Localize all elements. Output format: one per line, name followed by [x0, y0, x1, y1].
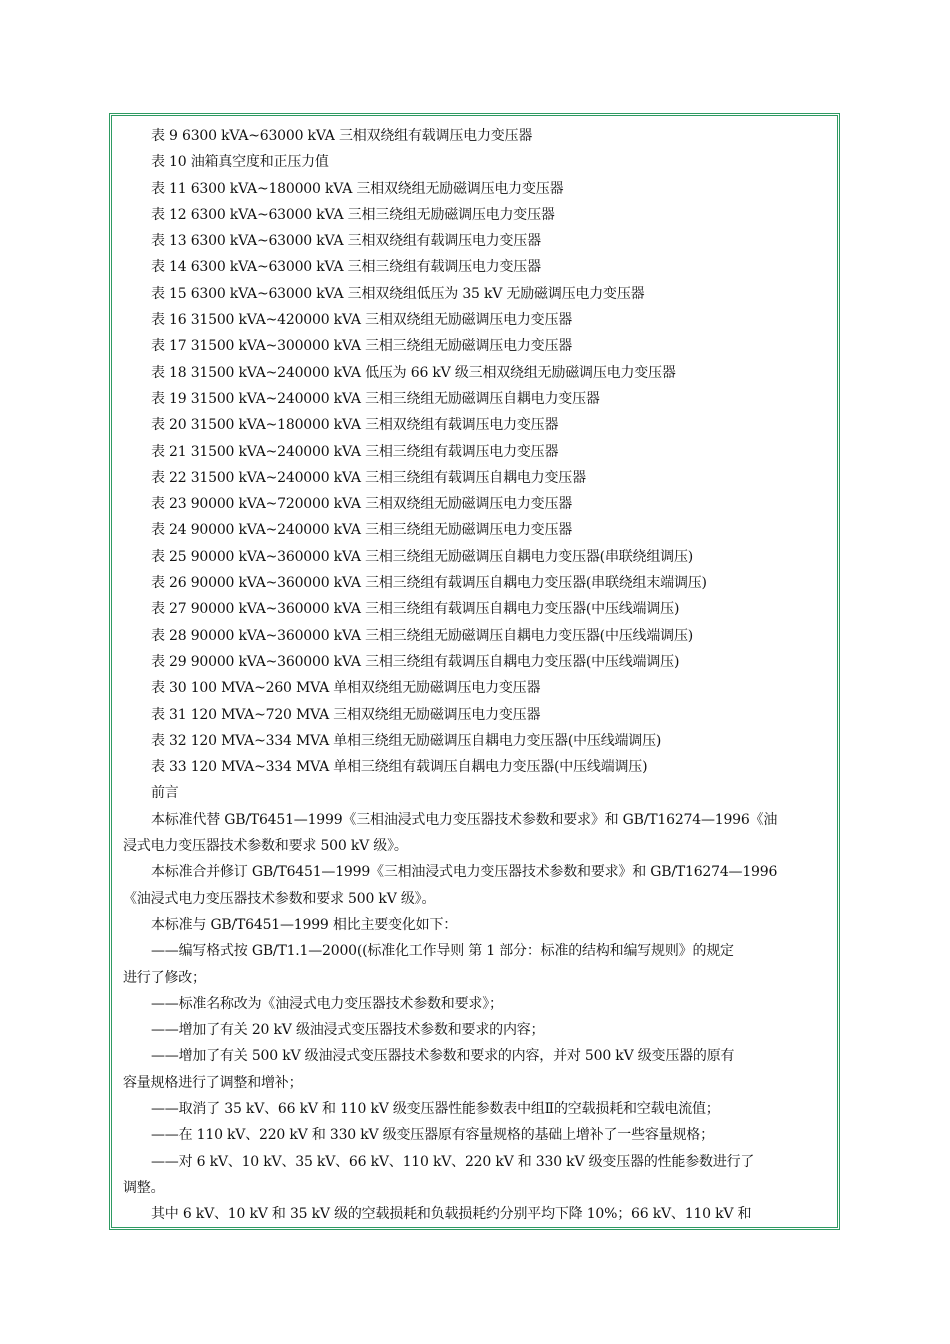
text-line: 表 25 90000 kVA~360000 kVA 三相三绕组无励磁调压自耦电力变压器(串联绕组调压) — [151, 548, 694, 565]
text-line: ——编写格式按 GB/T1.1—2000((标准化工作导则 第 1 部分：标准的结构和编写规则》的规定 — [151, 943, 734, 960]
text-line: 表 24 90000 kVA~240000 kVA 三相三绕组无励磁调压电力变压器 — [151, 522, 573, 539]
text-line: 本标准与 GB/T6451—1999 相比主要变化如下： — [151, 916, 458, 933]
text-line: 表 12 6300 kVA~63000 kVA 三相三绕组无励磁调压电力变压器 — [151, 206, 555, 223]
text-line: 《油浸式电力变压器技术参数和要求 500 kV 级》。 — [123, 890, 436, 907]
text-line: 调整。 — [123, 1179, 165, 1196]
text-line: 表 15 6300 kVA~63000 kVA 三相双绕组低压为 35 kV 无励磁调压电力变压器 — [151, 285, 645, 302]
text-line: 表 27 90000 kVA~360000 kVA 三相三绕组有载调压自耦电力变压器(中压线端调压) — [151, 601, 680, 618]
text-line: 表 11 6300 kVA~180000 kVA 三相双绕组无励磁调压电力变压器 — [151, 180, 564, 197]
document-body — [112, 116, 837, 1227]
text-line: 表 21 31500 kVA~240000 kVA 三相三绕组有载调压电力变压器 — [151, 443, 559, 460]
text-line: 表 10 油箱真空度和正压力值 — [151, 154, 329, 171]
text-line: 表 23 90000 kVA~720000 kVA 三相双绕组无励磁调压电力变压器 — [151, 496, 573, 513]
text-line: ——标准名称改为《油浸式电力变压器技术参数和要求》； — [151, 995, 503, 1012]
document-frame — [109, 113, 840, 1230]
text-line: 表 17 31500 kVA~300000 kVA 三相三绕组无励磁调压电力变压器 — [151, 338, 573, 355]
text-line: 表 16 31500 kVA~420000 kVA 三相双绕组无励磁调压电力变压器 — [151, 312, 573, 329]
text-line: 前言 — [151, 785, 179, 802]
text-line: 表 13 6300 kVA~63000 kVA 三相双绕组有载调压电力变压器 — [151, 233, 541, 250]
text-line: 进行了修改； — [123, 969, 206, 986]
text-line: 表 19 31500 kVA~240000 kVA 三相三绕组无励磁调压自耦电力变压器 — [151, 390, 600, 407]
text-line: 本标准合并修订 GB/T6451—1999《三相油浸式电力变压器技术参数和要求》和 GB/T16274—1996 — [151, 864, 778, 881]
text-line: ——增加了有关 500 kV 级油浸式变压器技术参数和要求的内容，并对 500 kV 级变压器的原有 — [151, 1048, 735, 1065]
text-line: 其中 6 kV、10 kV 和 35 kV 级的空载损耗和负载损耗约分别平均下降 10%；66 kV、110 kV 和 — [151, 1206, 752, 1223]
text-line: 本标准代替 GB/T6451—1999《三相油浸式电力变压器技术参数和要求》和 GB/T16274—1996《油 — [151, 811, 778, 828]
text-line: 表 9 6300 kVA~63000 kVA 三相双绕组有载调压电力变压器 — [151, 128, 533, 144]
text-line: ——在 110 kV、220 kV 和 330 kV 级变压器原有容量规格的基础上增补了一些容量规格； — [151, 1127, 714, 1144]
text-line: 表 32 120 MVA~334 MVA 单相三绕组无励磁调压自耦电力变压器(中压线端调压) — [151, 732, 662, 749]
text-line: 表 26 90000 kVA~360000 kVA 三相三绕组有载调压自耦电力变压器(串联绕组末端调压) — [151, 575, 707, 592]
text-line: 表 18 31500 kVA~240000 kVA 低压为 66 kV 级三相双绕组无励磁调压电力变压器 — [151, 364, 676, 381]
text-line: 表 31 120 MVA~720 MVA 三相双绕组无励磁调压电力变压器 — [151, 706, 541, 723]
text-line: ——增加了有关 20 kV 级油浸式变压器技术参数和要求的内容； — [151, 1022, 545, 1039]
text-line: 容量规格进行了调整和增补； — [123, 1074, 303, 1091]
text-line: 表 29 90000 kVA~360000 kVA 三相三绕组有载调压自耦电力变压器(中压线端调压) — [151, 653, 680, 670]
text-line: 表 33 120 MVA~334 MVA 单相三绕组有载调压自耦电力变压器(中压线端调压) — [151, 759, 648, 776]
text-line: 表 30 100 MVA~260 MVA 单相双绕组无励磁调压电力变压器 — [151, 680, 541, 697]
text-line: 表 20 31500 kVA~180000 kVA 三相双绕组有载调压电力变压器 — [151, 417, 559, 434]
text-line: 浸式电力变压器技术参数和要求 500 kV 级》。 — [123, 838, 408, 855]
text-line: ——对 6 kV、10 kV、35 kV、66 kV、110 kV、220 kV 和 330 kV 级变压器的性能参数进行了 — [151, 1153, 755, 1170]
text-line: 表 14 6300 kVA~63000 kVA 三相三绕组有载调压电力变压器 — [151, 259, 541, 276]
text-line: 表 22 31500 kVA~240000 kVA 三相三绕组有载调压自耦电力变压器 — [151, 469, 586, 486]
text-line: 表 28 90000 kVA~360000 kVA 三相三绕组无励磁调压自耦电力变压器(中压线端调压) — [151, 627, 694, 644]
text-line: ——取消了 35 kV、66 kV 和 110 kV 级变压器性能参数表中组Ⅱ的空载损耗和空载电流值； — [151, 1100, 720, 1117]
